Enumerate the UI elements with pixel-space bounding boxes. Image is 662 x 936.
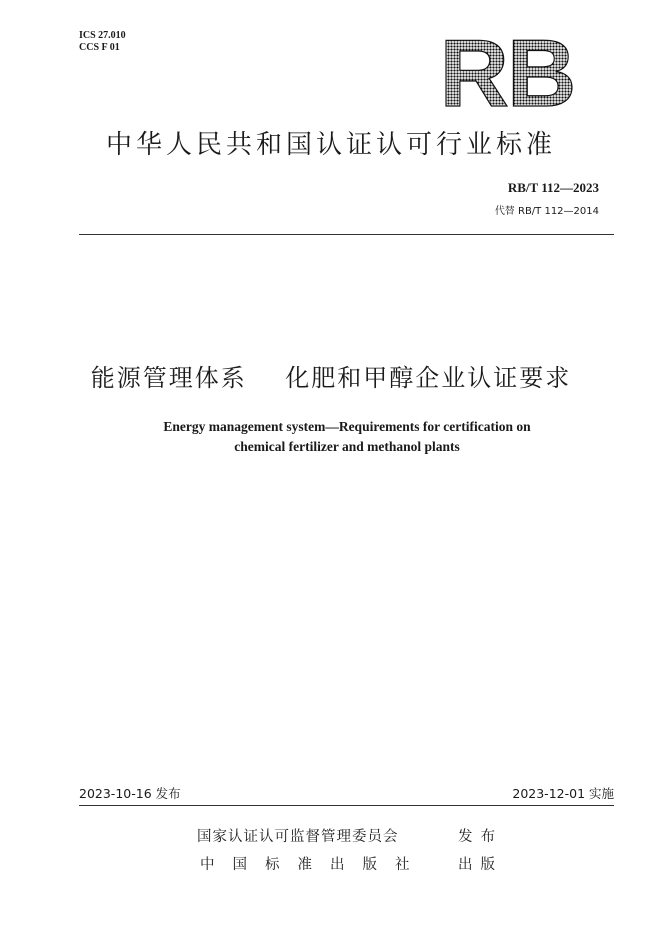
classification-codes	[79, 30, 126, 54]
issuer-action: 发布	[458, 829, 503, 845]
publisher-action: 出版	[458, 857, 503, 873]
implementation-date: 2023-12-01 实施	[512, 786, 614, 801]
title-english	[0, 417, 662, 457]
publisher-name: 中国标准出版社	[200, 857, 428, 873]
issuer-name: 国家认证认可监督管理委员会	[197, 829, 399, 845]
standard-replaces: 代替 RB/T 112—2014	[494, 206, 599, 217]
standard-number: RB/T 112—2023	[507, 180, 599, 195]
title-chinese: 能源管理体系 化肥和甲醇企业认证要求	[90, 364, 572, 392]
title-english-line2: chemical fertilizer and methanol plants	[234, 439, 460, 454]
rb-logo	[432, 30, 582, 110]
org-title: 中华人民共和国认证认可行业标准	[105, 130, 556, 160]
ics-code: ICS 27.010	[79, 30, 126, 41]
ccs-code: CCS F 01	[79, 42, 120, 53]
bottom-divider	[79, 805, 614, 806]
rb-logo-text: RB	[439, 30, 575, 110]
issue-date: 2023-10-16 发布	[79, 786, 181, 801]
title-english-line1: Energy management system—Requirements for certification on	[163, 419, 531, 434]
top-divider	[79, 234, 614, 235]
